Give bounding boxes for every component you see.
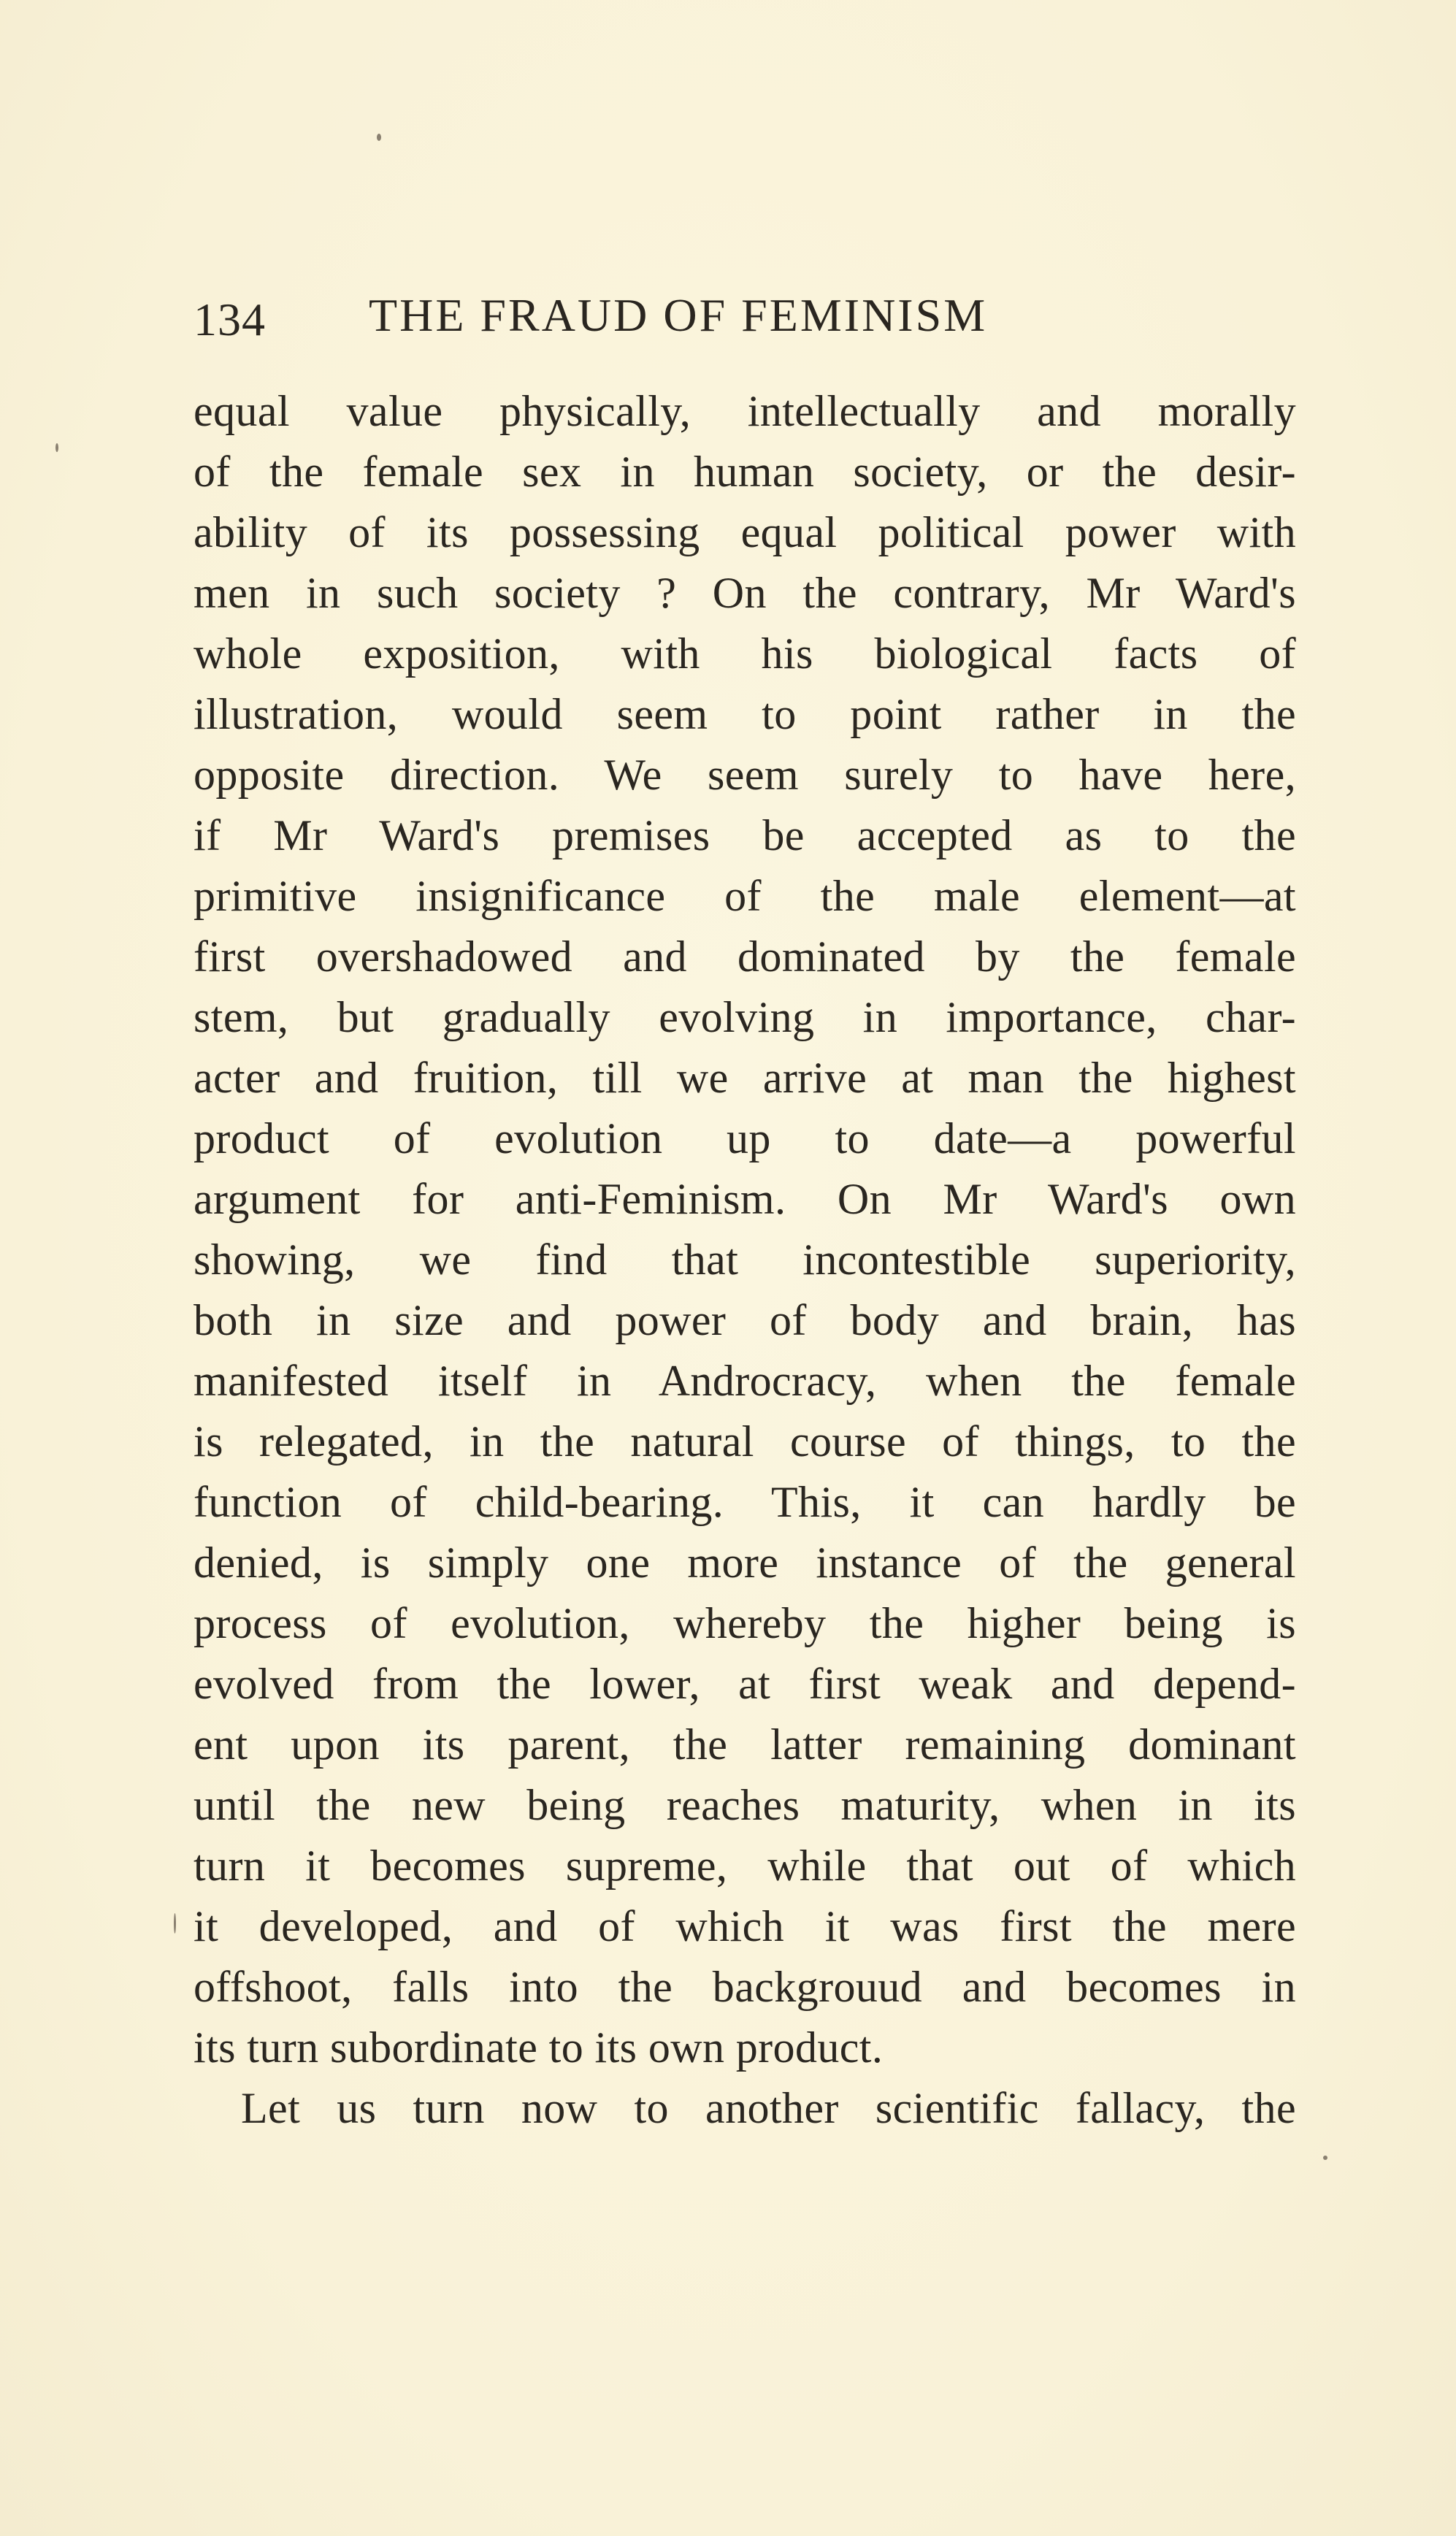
paper-speck: [55, 443, 58, 452]
body-text: [194, 381, 1296, 2139]
text-line: its turn subordinate to its own product.: [194, 2023, 884, 2072]
text-line: whole exposition, with his biological facts of: [194, 629, 1296, 678]
running-head: THE FRAUD OF FEMINISM: [369, 289, 988, 341]
page-header: [194, 288, 1303, 354]
text-line: ability of its possessing equal political power with: [194, 508, 1296, 556]
text-line: men in such society ? On the contrary, Mr Ward's: [194, 569, 1296, 617]
text-line: ent upon its parent, the latter remaining dominant: [194, 1720, 1296, 1769]
text-line: Let us turn now to another scientific fallacy, the: [241, 2084, 1296, 2132]
text-line: illustration, would seem to point rather in the: [194, 690, 1296, 738]
text-line: opposite direction. We seem surely to have here,: [194, 751, 1296, 799]
text-line: of the female sex in human society, or the desir-: [194, 448, 1296, 496]
text-line: acter and fruition, till we arrive at man the highest: [194, 1054, 1296, 1102]
paper-speck: [174, 1913, 176, 1934]
text-line: turn it becomes supreme, while that out of which: [194, 1842, 1296, 1890]
text-line: both in size and power of body and brain, has: [194, 1296, 1296, 1344]
text-line: equal value physically, intellectually and morally: [194, 387, 1296, 435]
text-line: stem, but gradually evolving in importance, char-: [194, 993, 1296, 1041]
text-line: until the new being reaches maturity, when in its: [194, 1781, 1296, 1829]
text-line: if Mr Ward's premises be accepted as to the: [194, 811, 1296, 859]
paragraph: [194, 381, 1296, 2078]
paragraph: [194, 2078, 1296, 2139]
text-line: argument for anti-Feminism. On Mr Ward's own: [194, 1175, 1296, 1223]
paper-speck: [377, 134, 381, 141]
text-line: evolved from the lower, at first weak and depend-: [194, 1660, 1296, 1708]
text-line: denied, is simply one more instance of the general: [194, 1539, 1296, 1587]
text-line: offshoot, falls into the backgrouud and becomes in: [194, 1963, 1296, 2011]
paper-speck: [1323, 2156, 1327, 2160]
text-line: it developed, and of which it was first the mere: [194, 1902, 1296, 1950]
text-line: product of evolution up to date—a powerful: [194, 1114, 1296, 1162]
text-line: primitive insignificance of the male element—at: [194, 872, 1296, 920]
text-line: function of child-bearing. This, it can hardly be: [194, 1478, 1296, 1526]
page-number: 134: [194, 294, 266, 345]
text-line: is relegated, in the natural course of things, to the: [194, 1417, 1296, 1466]
text-line: manifested itself in Androcracy, when the female: [194, 1357, 1296, 1405]
text-line: showing, we find that incontestible superiority,: [194, 1236, 1296, 1284]
text-line: process of evolution, whereby the higher being is: [194, 1599, 1296, 1647]
text-line: first overshadowed and dominated by the female: [194, 932, 1296, 981]
